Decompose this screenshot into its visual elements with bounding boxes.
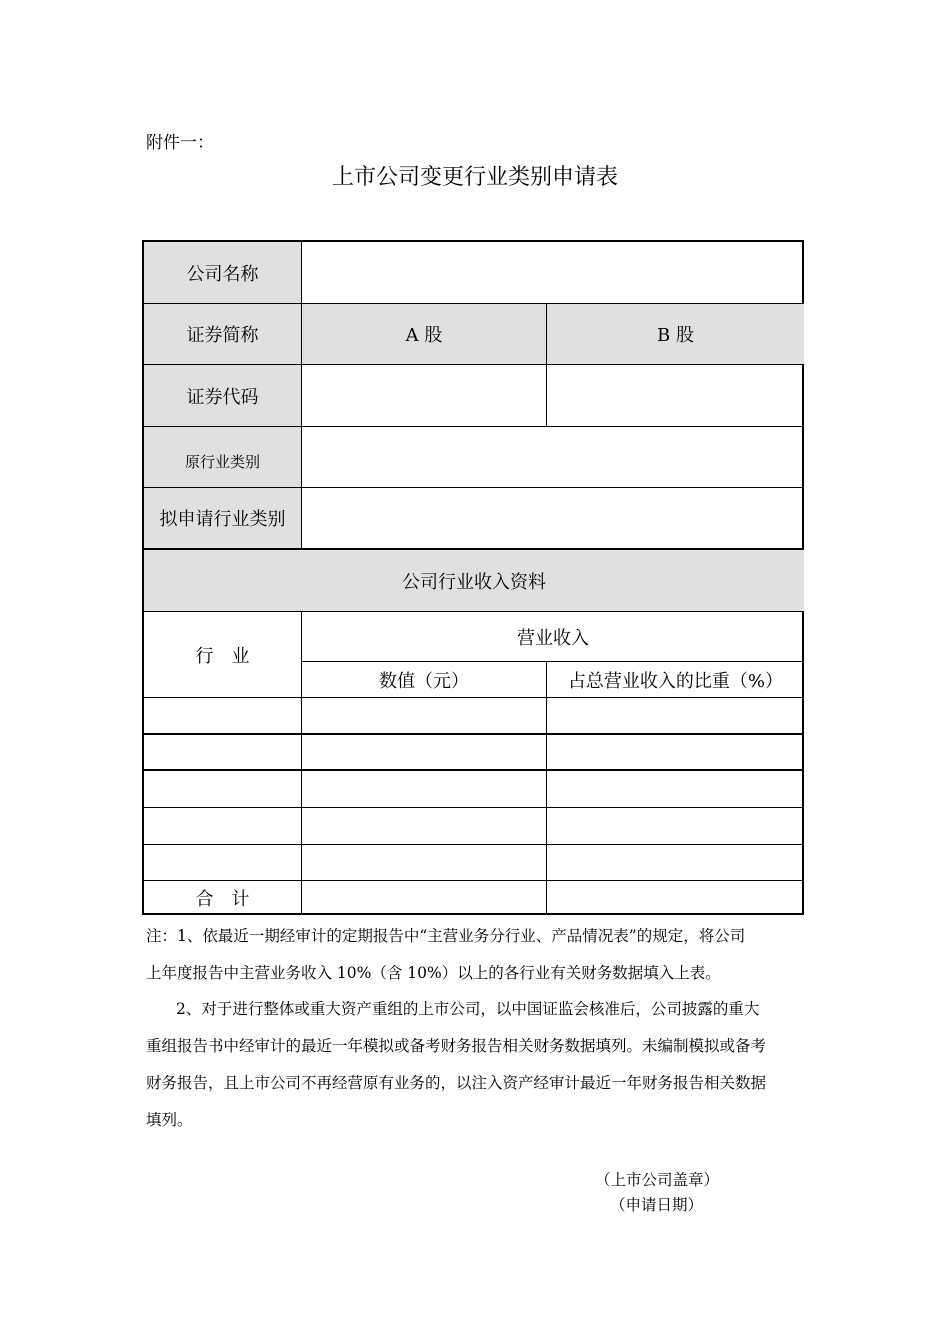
a-share-code-field[interactable]: [302, 365, 547, 427]
industry-cell-1[interactable]: [144, 698, 302, 735]
company-seal-label: （上市公司盖章）: [595, 1171, 720, 1189]
value-header: 数值（元）: [302, 662, 547, 698]
security-code-label: 证券代码: [144, 365, 302, 427]
application-date-label: （申请日期）: [610, 1196, 704, 1214]
b-share-code-field[interactable]: [547, 365, 804, 427]
value-cell-1[interactable]: [302, 698, 547, 735]
ratio-cell-4[interactable]: [547, 808, 804, 845]
revenue-header: 营业收入: [302, 612, 804, 662]
note2-line4: 填列。: [146, 1111, 193, 1129]
note1-line2: 上年度报告中主营业务收入 10%（含 10%）以上的各行业有关财务数据填入上表。: [146, 964, 721, 982]
attachment-label: 附件一：: [146, 133, 214, 153]
company-name-label: 公司名称: [144, 242, 302, 304]
industry-header: 行 业: [144, 612, 302, 698]
industry-cell-3[interactable]: [144, 771, 302, 808]
application-form-table: [142, 240, 804, 915]
total-label: 合 计: [144, 881, 302, 915]
industry-cell-2[interactable]: [144, 735, 302, 771]
note2-line2: 重组报告书中经审计的最近一年模拟或备考财务报告相关财务数据填列。未编制模拟或备考: [146, 1037, 767, 1055]
company-name-field[interactable]: [302, 242, 804, 304]
note2-line3: 财务报告，且上市公司不再经营原有业务的，以注入资产经审计最近一年财务报告相关数据: [146, 1074, 767, 1092]
ratio-cell-2[interactable]: [547, 735, 804, 771]
value-cell-5[interactable]: [302, 845, 547, 881]
proposed-industry-field[interactable]: [302, 488, 804, 550]
total-value-cell[interactable]: [302, 881, 547, 915]
original-industry-field[interactable]: [302, 427, 804, 488]
a-share-header: A 股: [302, 304, 547, 365]
industry-cell-4[interactable]: [144, 808, 302, 845]
value-cell-2[interactable]: [302, 735, 547, 771]
security-abbr-label: 证券简称: [144, 304, 302, 365]
industry-cell-5[interactable]: [144, 845, 302, 881]
proposed-industry-label: 拟申请行业类别: [144, 488, 302, 550]
original-industry-label: 原行业类别: [144, 427, 302, 488]
value-cell-3[interactable]: [302, 771, 547, 808]
ratio-cell-3[interactable]: [547, 771, 804, 808]
b-share-header: B 股: [547, 304, 804, 365]
note2-line1: 2、对于进行整体或重大资产重组的上市公司，以中国证监会核准后，公司披露的重大: [176, 1000, 760, 1018]
revenue-section-title: 公司行业收入资料: [144, 550, 804, 612]
ratio-cell-1[interactable]: [547, 698, 804, 735]
total-ratio-cell[interactable]: [547, 881, 804, 915]
form-title: 上市公司变更行业类别申请表: [331, 165, 618, 190]
ratio-cell-5[interactable]: [547, 845, 804, 881]
ratio-header: 占总营业收入的比重（%）: [547, 662, 804, 698]
value-cell-4[interactable]: [302, 808, 547, 845]
note1-line1: 注：1、依最近一期经审计的定期报告中“主营业务分行业、产品情况表”的规定，将公司: [146, 927, 746, 945]
